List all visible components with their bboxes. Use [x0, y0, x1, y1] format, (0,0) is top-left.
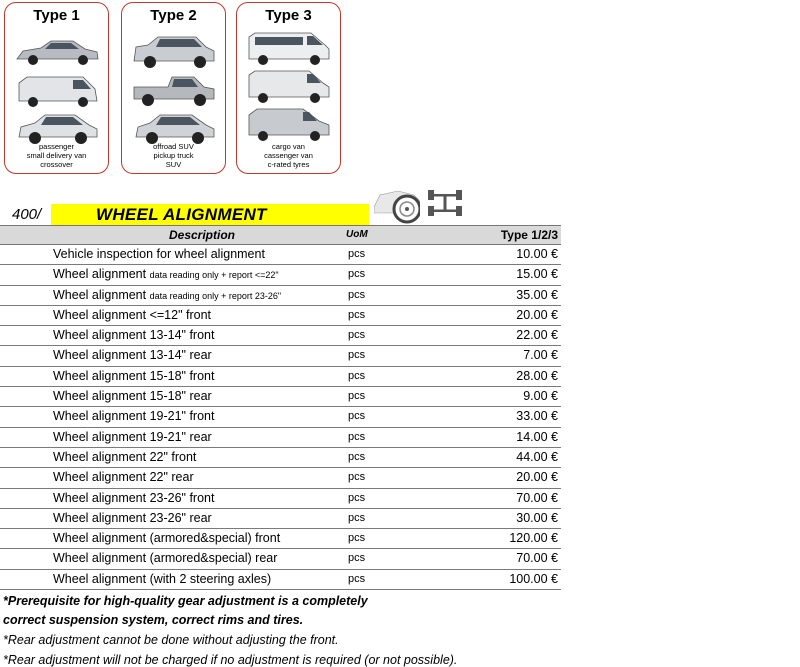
table-row [0, 570, 561, 590]
row-price: 9.00 € [523, 389, 558, 404]
type-description: cargo van cassenger van c-rated tyres [264, 142, 313, 169]
wheel-icon [374, 185, 420, 225]
row-description: Wheel alignment 22" rear [53, 470, 194, 485]
row-uom: pcs [348, 369, 366, 382]
row-price: 30.00 € [516, 510, 558, 525]
row-description: Wheel alignment 15-18" front [53, 368, 215, 383]
row-price: 44.00 € [516, 449, 558, 464]
note-prerequisite-line2: correct suspension system, correct rims and tires. [3, 613, 304, 627]
section-number: 400/ [12, 206, 42, 223]
table-row [0, 489, 561, 509]
row-description: Wheel alignment 23-26" rear [53, 510, 212, 525]
row-price: 35.00 € [516, 287, 558, 302]
cargo-van-icon [245, 67, 333, 107]
type-title: Type 3 [265, 7, 312, 24]
row-description: Wheel alignment 22" front [53, 449, 197, 464]
row-description: Wheel alignment data reading only + report <=22" [53, 267, 279, 282]
section-title-highlight [51, 204, 369, 225]
suv-icon [130, 107, 218, 147]
row-description: Wheel alignment (with 2 steering axles) [53, 571, 272, 586]
row-price: 10.00 € [516, 247, 558, 261]
pickup-truck-icon [130, 69, 218, 109]
column-header-description: Description [168, 228, 235, 242]
row-uom: pcs [348, 349, 366, 362]
delivery-van-icon [13, 71, 101, 111]
row-uom: pcs [348, 471, 366, 484]
row-price: 28.00 € [516, 368, 558, 383]
price-table [0, 225, 561, 590]
table-row [0, 387, 561, 407]
row-uom: pcs [348, 248, 366, 260]
table-row [0, 448, 561, 468]
row-uom: pcs [348, 288, 366, 301]
minibus-icon [245, 29, 333, 69]
column-header-price: Type 1/2/3 [500, 228, 558, 242]
row-uom: pcs [348, 572, 366, 585]
type-title: Type 1 [33, 7, 80, 24]
table-row [0, 286, 561, 306]
row-uom: pcs [348, 450, 366, 463]
row-description: Wheel alignment (armored&special) rear [53, 551, 278, 566]
row-uom: pcs [348, 511, 366, 524]
cargo-van-icon [245, 105, 333, 145]
row-price: 7.00 € [523, 348, 558, 363]
sedan-icon [13, 31, 101, 71]
row-price: 70.00 € [516, 551, 558, 566]
type-card-1 [4, 2, 109, 174]
row-description: Wheel alignment 19-21" rear [53, 429, 212, 444]
type-description: passenger small delivery van crossover [26, 142, 87, 169]
note-rear-no-charge: *Rear adjustment will not be charged if no adjustment is required (or not possible). [3, 653, 458, 667]
row-description: Wheel alignment 13-14" front [53, 328, 215, 343]
row-price: 100.00 € [509, 571, 558, 586]
crossover-icon [13, 107, 101, 147]
row-uom: pcs [348, 308, 366, 321]
row-description: Wheel alignment 19-21" front [53, 409, 215, 424]
table-row [0, 367, 561, 387]
row-price: 20.00 € [516, 470, 558, 485]
table-row [0, 529, 561, 549]
row-uom: pcs [348, 410, 366, 423]
type-title: Type 2 [150, 7, 197, 24]
row-uom: pcs [348, 268, 366, 281]
row-price: 120.00 € [509, 531, 558, 546]
type-card-3 [236, 2, 341, 174]
suv-icon [130, 31, 218, 71]
row-description: Wheel alignment 15-18" rear [53, 389, 212, 404]
row-description: Wheel alignment 13-14" rear [53, 348, 212, 363]
row-uom: pcs [348, 390, 366, 403]
table-row [0, 346, 561, 366]
row-price: 14.00 € [516, 429, 558, 444]
row-description: Wheel alignment data reading only + report 23-26" [53, 287, 282, 302]
row-price: 20.00 € [516, 307, 558, 322]
table-row [0, 407, 561, 427]
type-description: offroad SUV pickup truck SUV [153, 142, 194, 169]
table-row [0, 265, 561, 285]
row-description: Wheel alignment 23-26" front [53, 490, 215, 505]
row-description: Wheel alignment <=12" front [53, 307, 212, 322]
row-description: Wheel alignment (armored&special) front [53, 531, 281, 546]
row-price: 15.00 € [516, 267, 558, 282]
row-uom: pcs [348, 552, 366, 565]
note-prerequisite-line1: *Prerequisite for high-quality gear adjustment is a completely [3, 594, 368, 608]
row-uom: pcs [348, 491, 366, 504]
row-description: Vehicle inspection for wheel alignment [53, 247, 265, 261]
table-row [0, 245, 561, 265]
table-row [0, 509, 561, 529]
section-title: WHEEL ALIGNMENT [96, 205, 267, 224]
row-uom: pcs [348, 430, 366, 443]
row-price: 70.00 € [516, 490, 558, 505]
row-uom: pcs [348, 532, 366, 545]
column-header-uom: UoM [346, 229, 368, 240]
type-card-2 [121, 2, 226, 174]
table-row [0, 549, 561, 569]
row-description-note: data reading only + report <=22" [149, 270, 279, 281]
alignment-icon [426, 188, 464, 218]
row-uom: pcs [348, 329, 366, 342]
table-row [0, 326, 561, 346]
row-description-note: data reading only + report 23-26" [149, 290, 282, 301]
table-body [0, 245, 561, 590]
table-header [0, 225, 561, 245]
table-row [0, 306, 561, 326]
table-row [0, 428, 561, 448]
note-rear-adjustment: *Rear adjustment cannot be done without adjusting the front. [3, 633, 339, 647]
row-price: 22.00 € [516, 328, 558, 343]
row-price: 33.00 € [516, 409, 558, 424]
table-row [0, 468, 561, 488]
